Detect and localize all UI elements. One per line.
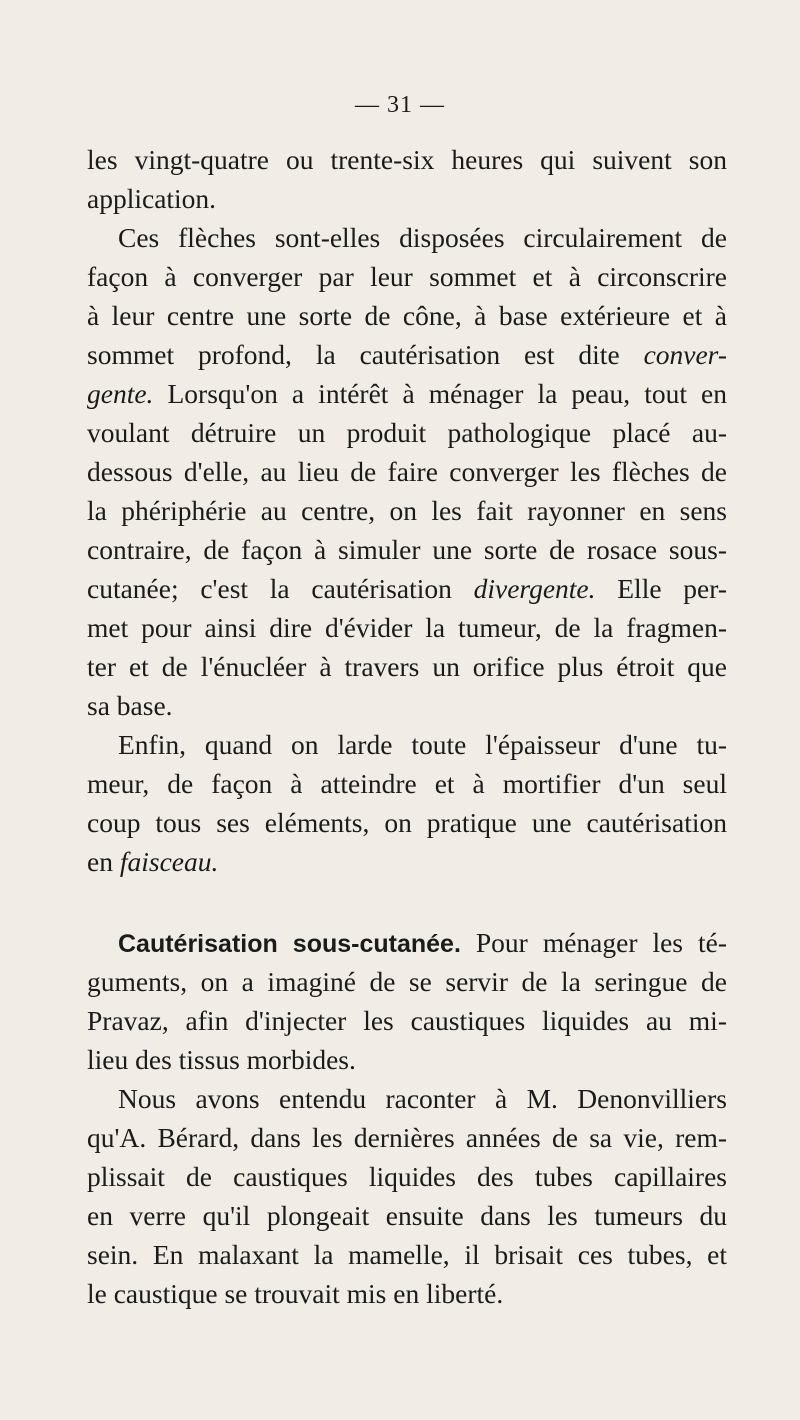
- text-line: Ces flèches sont-elles disposées circulairement de: [118, 222, 727, 253]
- text-run: Pour ménager les té-: [475, 927, 727, 958]
- text-run: Lorsqu'on a intérêt à ménager la peau, tout en: [167, 378, 727, 409]
- italic-term: divergente.: [473, 573, 596, 604]
- text-run: en: [87, 846, 113, 877]
- italic-term: conver-: [643, 339, 727, 370]
- text-line: le caustique se trouvait mis en liberté.: [87, 1278, 504, 1309]
- text-line: sa base.: [87, 690, 173, 721]
- section-heading: Cautérisation sous-cutanée.: [118, 930, 461, 958]
- text-line: meur, de façon à atteindre et à mortifier d'un seul: [87, 768, 727, 799]
- text-line: en verre qu'il plongeait ensuite dans les tumeurs du: [87, 1200, 727, 1231]
- text-line: Pravaz, afin d'injecter les caustiques liquides au mi-: [87, 1005, 727, 1036]
- text-line: met pour ainsi dire d'évider la tumeur, de la fragmen-: [87, 612, 727, 643]
- text-run: Elle per-: [617, 573, 727, 604]
- italic-term: gente.: [87, 378, 154, 409]
- text-line: [87, 843, 727, 881]
- text-run: cutanée; c'est la cautérisation: [87, 573, 452, 604]
- text-line: plissait de caustiques liquides des tubes capillaires: [87, 1161, 727, 1192]
- text-run: sommet profond, la cautérisation est dite: [87, 339, 620, 370]
- text-line: voulant détruire un produit pathologique placé au-: [87, 417, 727, 448]
- text-line: guments, on a imaginé de se servir de la seringue de: [87, 966, 727, 997]
- text-line: à leur centre une sorte de cône, à base extérieure et à: [87, 300, 727, 331]
- text-line: [87, 570, 727, 608]
- text-line: [118, 924, 727, 963]
- text-line: lieu des tissus morbides.: [87, 1044, 356, 1075]
- text-line: [87, 375, 727, 413]
- text-line: dessous d'elle, au lieu de faire converger les flèches de: [87, 456, 727, 487]
- text-line: façon à converger par leur sommet et à circonscrire: [87, 261, 727, 292]
- text-line: la phériphérie au centre, on les fait rayonner en sens: [87, 495, 727, 526]
- text-line: les vingt-quatre ou trente-six heures qui suivent son: [87, 144, 727, 175]
- text-line: application.: [87, 183, 217, 214]
- text-line: qu'A. Bérard, dans les dernières années de sa vie, rem-: [87, 1122, 727, 1153]
- text-line: Enfin, quand on larde toute l'épaisseur d'une tu-: [118, 729, 727, 760]
- text-line: [87, 336, 727, 374]
- text-line: ter et de l'énucléer à travers un orifice plus étroit que: [87, 651, 727, 682]
- text-line: Nous avons entendu raconter à M. Denonvilliers: [118, 1083, 727, 1114]
- italic-term: faisceau.: [119, 846, 219, 877]
- text-line: coup tous ses eléments, on pratique une cautérisation: [87, 807, 727, 838]
- text-line: contraire, de façon à simuler une sorte de rosace sous-: [87, 534, 727, 565]
- text-line: sein. En malaxant la mamelle, il brisait ces tubes, et: [87, 1239, 727, 1270]
- page-number: — 31 —: [355, 92, 445, 118]
